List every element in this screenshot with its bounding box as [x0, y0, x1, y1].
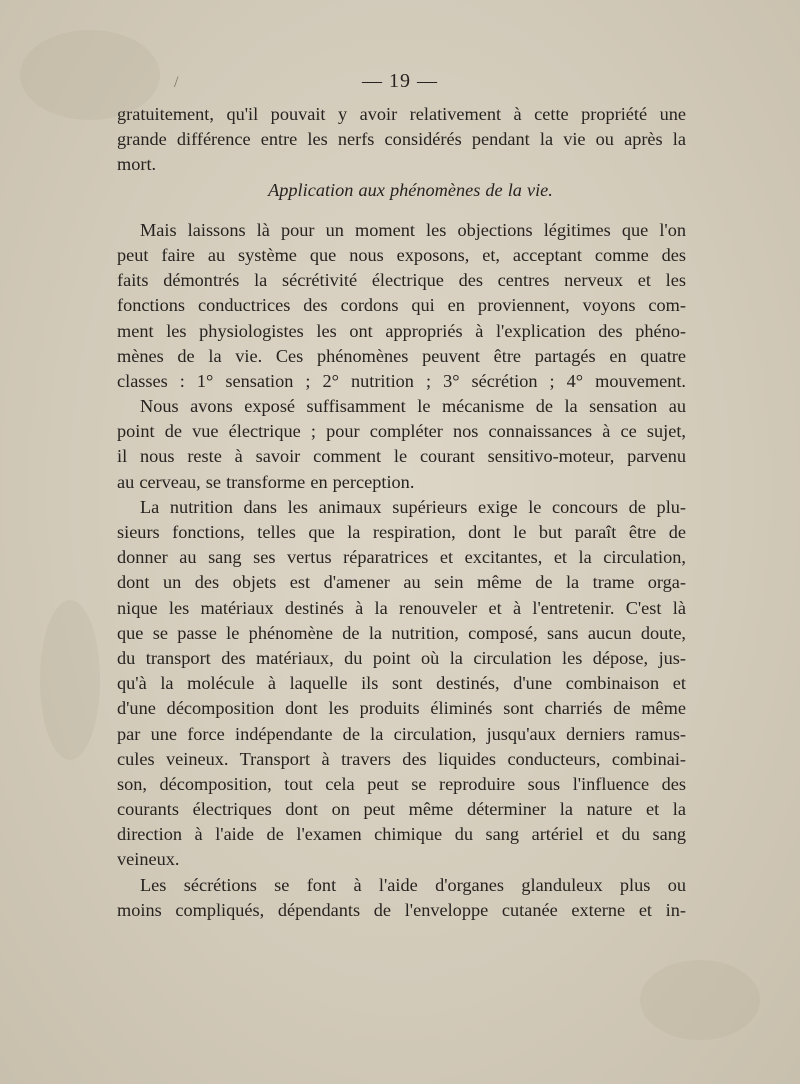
- page-number: — 19 —: [362, 70, 438, 92]
- text-line: il nous reste à savoir comment le courant sensitivo-moteur, parvenu: [117, 446, 686, 467]
- text-line: dont un des objets est d'amener au sein même de la trame orga-: [117, 572, 686, 593]
- text-line: La nutrition dans les animaux supérieurs exige le concours de plu-: [140, 496, 686, 517]
- paper-stain: [40, 600, 100, 760]
- text-line: qu'à la molécule à laquelle ils sont destinés, d'une combinaison et: [117, 673, 686, 694]
- text-line: moins compliqués, dépendants de l'enveloppe cutanée externe et in-: [117, 899, 686, 920]
- text-line: gratuitement, qu'il pouvait y avoir relativement à cette propriété une: [117, 104, 686, 124]
- text-line: mènes de la vie. Ces phénomènes peuvent être partagés en quatre: [117, 345, 686, 366]
- text-line: par une force indépendante de la circulation, jusqu'aux derniers ramus-: [117, 723, 686, 744]
- text-line: son, décomposition, tout cela peut se reproduire sous l'influence des: [117, 773, 686, 794]
- margin-mark: /: [174, 74, 179, 91]
- text-line: direction à l'aide de l'examen chimique du sang artériel et du sang: [117, 824, 686, 845]
- text-line: faits démontrés la sécrétivité électrique des centres nerveux et les: [117, 270, 686, 291]
- text-line: que se passe le phénomène de la nutrition, composé, sans aucun doute,: [117, 622, 686, 643]
- text-line: cules veineux. Transport à travers des liquides conducteurs, combinai-: [117, 748, 686, 769]
- text-line: du transport des matériaux, du point où la circulation les dépose, jus-: [117, 647, 686, 668]
- text-line: au cerveau, se transforme en perception.: [117, 471, 415, 492]
- text-line: sieurs fonctions, telles que la respiration, dont le but paraît être de: [117, 522, 686, 542]
- text-line: mort.: [117, 154, 157, 175]
- text-line: peut faire au système que nous exposons, et, acceptant comme des: [117, 244, 686, 265]
- text-line: courants électriques dont on peut même déterminer la nature et la: [117, 799, 686, 820]
- body-text: [117, 102, 686, 923]
- text-line: Mais laissons là pour un moment les objections légitimes que l'on: [140, 219, 686, 240]
- text-line: donner au sang ses vertus réparatrices et excitantes, et la circulation,: [117, 547, 686, 568]
- section-heading: Application aux phénomènes de la vie.: [268, 179, 553, 200]
- text-line: nique les matériaux destinés à la renouveler et à l'entretenir. C'est là: [117, 597, 686, 618]
- paper-stain: [640, 960, 760, 1040]
- text-line: classes : 1° sensation ; 2° nutrition ; 3° sécrétion ; 4° mouvement.: [117, 370, 686, 391]
- text-line: d'une décomposition dont les produits éliminés sont charriés de même: [117, 698, 686, 719]
- text-line: ment les physiologistes les ont appropriés à l'explication des phéno-: [117, 320, 686, 341]
- text-line: fonctions conductrices des cordons qui en proviennent, voyons com-: [117, 295, 686, 316]
- text-line: point de vue électrique ; pour compléter nos connaissances à ce sujet,: [117, 421, 686, 442]
- text-line: Nous avons exposé suffisamment le mécanisme de la sensation au: [140, 396, 686, 417]
- text-line: grande différence entre les nerfs considérés pendant la vie ou après la: [117, 129, 686, 150]
- text-line: Les sécrétions se font à l'aide d'organes glanduleux plus ou: [140, 874, 686, 895]
- text-line: veineux.: [117, 849, 180, 870]
- spacer: [117, 203, 686, 218]
